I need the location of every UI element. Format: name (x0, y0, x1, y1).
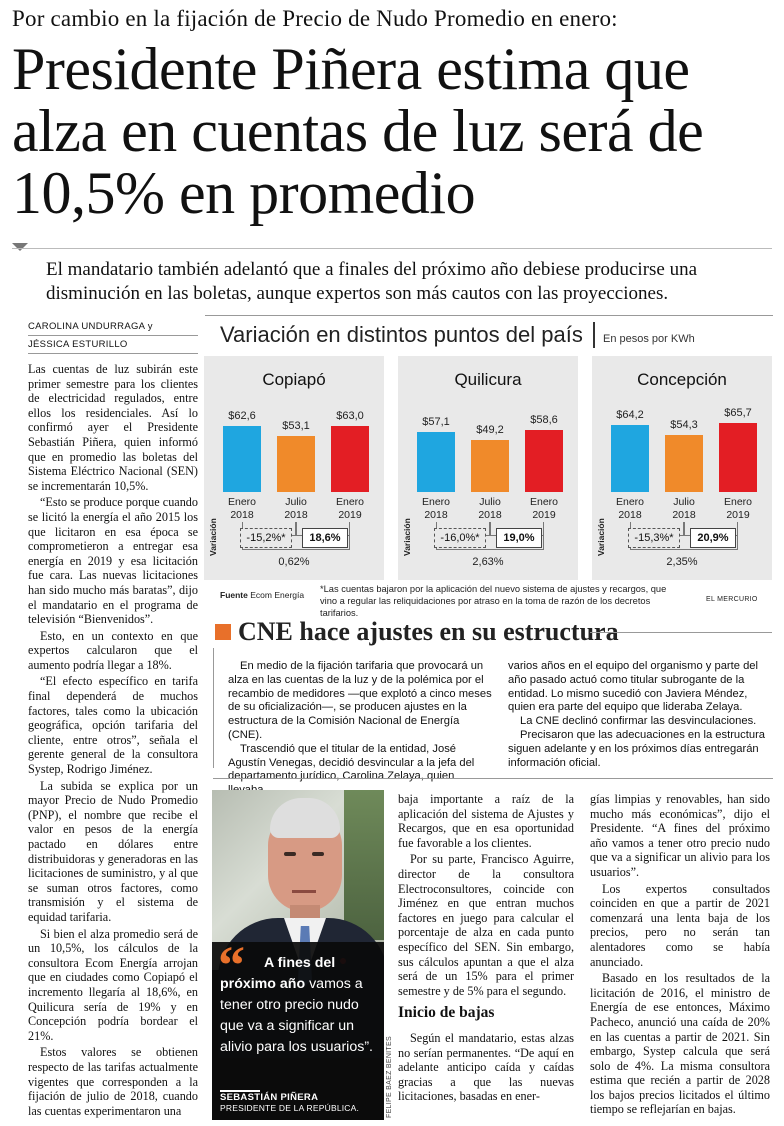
tick-label-line: 2019 (338, 509, 362, 521)
paragraph: Los expertos consultados coinciden en que a partir de 2021 comenzará una lenta baja de los precios, pero no serán tan alentadores como se había anunciado. (590, 881, 770, 969)
sidebar-column-b (508, 660, 772, 770)
data-label: $63,0 (336, 410, 364, 422)
tick-label-line: 2018 (618, 509, 642, 521)
deck: El mandatario también adelantó que a finales del próximo año debiese producirse una disminución en las boletas, aunque expertos son más cautos con las proyecciones. (46, 259, 698, 304)
paragraph: “Esto se produce porque cuando se licitó la energía el año 2015 los que licitaron en esa época se comprometieron a entregar esa energía en 2019 y esa licitación fue cara. Las nuevas licitaciones han sido mucho más baratas”, dijo el mandatario en el programa de televisión “Bienvenidos”. (28, 495, 198, 627)
tick-label-line: Enero (529, 496, 559, 508)
variation-total: 2,63% (472, 556, 504, 568)
headline: Presidente Piñera estima que alza en cuentas de luz será de 10,5% en promedio (12, 36, 704, 226)
tick-label (413, 496, 459, 522)
photo-eye (312, 852, 324, 856)
divider (590, 632, 772, 633)
tick-label-line: Enero (421, 496, 451, 508)
tick-label-line: 2019 (726, 509, 750, 521)
variation-jul-jan: 20,9% (690, 528, 736, 548)
paragraph: varios años en el equipo del organismo y parte del año pasado actuó como titular subrogante de la entidad. Lo mismo sucedió con Javiera Méndez, quien era parte del equipo que lideraba Zelaya. (508, 660, 759, 714)
byline-line: JÉSSICA ESTURILLO (28, 338, 198, 354)
paragraph: gías limpias y renovables, han sido mucho más económicas”, dijo el Presidente. “A fines del próximo año vamos a tener otro precio nudo que va a significar un alivio para los usuarios”. (590, 792, 770, 879)
quote-mark-icon: “ (218, 935, 245, 995)
variation-label: Variación (402, 518, 412, 556)
chart-bar (331, 426, 369, 492)
tick-label (521, 496, 567, 522)
tick-label (607, 496, 653, 522)
tick-label-line: 2018 (230, 509, 254, 521)
data-label: $58,6 (530, 414, 558, 426)
body-column-3 (398, 792, 574, 1106)
byline-line: CAROLINA UNDURRAGA y (28, 320, 198, 336)
tick-label (467, 496, 513, 522)
variation-jan-jul: -15,2%* (240, 528, 292, 548)
panel-title: Concepción (637, 370, 727, 389)
data-label: $49,2 (476, 424, 504, 436)
source-label: Fuente (220, 590, 248, 600)
paragraph: La subida se explica por un mayor Precio de Nudo Promedio (PNP), el nombre que recibe el valor en pesos de la energía pactado en dólares entre distribuidoras y generadoras en las licitaciones de suministro, y al que se suman otros factores, como transmisión y el sistema de equidad tarifaria. (28, 778, 198, 924)
divider (213, 778, 773, 779)
pull-quote-rest: vamos a tener otro precio nudo que va a significar un alivio para los usuarios”. (220, 976, 373, 1055)
tick-label-line: 2018 (672, 509, 696, 521)
paragraph: Si bien el alza promedio será de un 10,5%, los cálculos de la consultora Ecom Energía arrojan que en ciudades como Copiapó el incremento llegaría al 18,6%, en Quilicura sería de 19% y en Concepción podría bordear el 21%. (28, 926, 198, 1043)
paragraph: Las cuentas de luz subirán este primer semestre para los clientes de electricidad regulados, entre ellos los residenciales. Así lo confirmó ayer el Presidente Sebastián Piñera, quien informó que en promedio las boletas del Sistema Eléctrico Nacional (SEN) se incrementarán 10,5%. (28, 362, 198, 493)
variation-label: Variación (208, 518, 218, 556)
source-name: Ecom Energía (250, 590, 305, 600)
paragraph: “El efecto específico en tarifa final dependerá de muchos factores, tales como la ubicación geográfica, opción tarifaria del cliente, entre otros”, señala el gerente general de la consultora Systep, Rodrigo Jiménez. (28, 674, 198, 777)
chart-panel (398, 356, 578, 580)
chart-bar (471, 440, 509, 492)
paragraph: Esto, en un contexto en que expertos calcularon que el aumento podría llegar a 18%. (28, 628, 198, 672)
chart-note: *Las cuentas bajaron por la aplicación del nuevo sistema de ajustes y recargos, que vino a regular las reliquidaciones por atraso en la toma de razón de los decretos tarifarios. (320, 584, 667, 618)
divider (12, 248, 772, 249)
chart-unit: En pesos por KWh (603, 333, 695, 345)
panel-title: Copiapó (262, 370, 326, 389)
tick-label (327, 496, 373, 522)
tick-label-line: 2018 (284, 509, 308, 521)
tick-label (661, 496, 707, 522)
body-column-1 (28, 362, 198, 1120)
chart-panel (204, 356, 384, 580)
subhead: Inicio de bajas (398, 1004, 495, 1022)
president-photo (212, 790, 384, 1120)
chart-title: Variación en distintos puntos del país (220, 322, 583, 347)
pull-quote (220, 953, 380, 1058)
paragraph: baja importante a raíz de la aplicación del sistema de Ajustes y Recargos, que en esa oportunidad fue favorable a los clientes. (398, 792, 574, 850)
paragraph: La CNE declinó confirmar las desvinculaciones. (520, 715, 757, 728)
divider (213, 648, 214, 768)
chart-brand: EL MERCURIO (706, 596, 758, 603)
chart-bar (277, 436, 315, 492)
chart-panel (592, 356, 772, 580)
tick-label-line: 2019 (532, 509, 556, 521)
chart-top-rule (205, 315, 773, 316)
paragraph: En medio de la fijación tarifaria que provocará un alza en las cuentas de la luz y de la polémica por el recambio de medidores —que explotó a cinco meses de su oficialización—, se producen ajustes en la estructura de la Comisión Nacional de Energía (CNE). (228, 660, 492, 741)
chart-bar (525, 430, 563, 492)
orange-square-icon (215, 624, 231, 640)
triangle-marker-icon (12, 243, 28, 251)
chart-title-separator (593, 322, 595, 348)
quote-author: SEBASTIÁN PIÑERA (220, 1092, 319, 1103)
data-label: $54,3 (670, 419, 698, 431)
body-column-4 (590, 792, 770, 1119)
quote-author-role: PRESIDENTE DE LA REPÚBLICA. (220, 1103, 360, 1113)
tick-label-line: Enero (227, 496, 257, 508)
variation-total: 0,62% (278, 556, 310, 568)
variation-total: 2,35% (666, 556, 698, 568)
panel-title: Quilicura (454, 370, 522, 389)
variation-label: Variación (596, 518, 606, 556)
tick-label-line: 2018 (478, 509, 502, 521)
paragraph: Trascendió que el titular de la entidad, José Agustín Venegas, decidió desvincular a la jefa del departamento jurídico, Carolina Zelaya, quien (228, 742, 475, 783)
chart-source (220, 590, 304, 600)
chart-bar (719, 423, 757, 492)
tick-label-line: Julio (673, 496, 695, 508)
variation-jan-jul: -15,3%* (628, 528, 680, 548)
data-label: $53,1 (282, 420, 310, 432)
data-label: $57,1 (422, 416, 450, 428)
paragraph: Precisaron que las adecuaciones en la estructura siguen adelante y en los próximos días entregarán información oficial. (508, 728, 766, 769)
paragraph: Basado en los resultados de la licitación de 2016, el ministro de Energía de ese entonces, Máximo Pacheco, anunció una caída de 20% en las cuentas a partir de 2021. Sin embargo, Systep calcula que será solo de 4%. La misma consultora estima que recién a partir de 2028 los bajos precios licitados el último tiempo se reflejarían en bajas. (590, 971, 770, 1117)
chart-bar (611, 425, 649, 492)
tick-label-line: 2018 (424, 509, 448, 521)
byline (28, 320, 198, 356)
photo-mouth (292, 890, 316, 893)
tick-label (273, 496, 319, 522)
kicker: Por cambio en la fijación de Precio de Nudo Promedio en enero: (12, 6, 618, 31)
photo-credit: FELIPE BAEZ BENITES (386, 1036, 393, 1118)
tick-label-line: Enero (335, 496, 365, 508)
tick-label (715, 496, 761, 522)
data-label: $64,2 (616, 409, 644, 421)
data-label: $65,7 (724, 407, 752, 419)
chart-bar (223, 426, 261, 492)
photo-eye (284, 852, 296, 856)
variation-jan-jul: -16,0%* (434, 528, 486, 548)
variation-jul-jan: 19,0% (496, 528, 542, 548)
tick-label-line: Enero (615, 496, 645, 508)
variation-jul-jan: 18,6% (302, 528, 348, 548)
chart-bar (665, 435, 703, 492)
paragraph: Estos valores se obtienen respecto de las tarifas actualmente vigentes que corresponden a la fijación de julio de 2018, cuando las cuentas experimentaron una (28, 1045, 198, 1118)
tick-label-line: Enero (723, 496, 753, 508)
paragraph: Por su parte, Francisco Aguirre, director de la consultora Electroconsultores, coincide con Jiménez en que entran muchos factores en juego para calcular el porcentaje de alza en cada punto específico del SEN. Sin embargo, sus cálculos apuntan a que el alza será de un 15% para el primer semestre y de 5% para el segundo. (398, 852, 574, 998)
paragraph: Según el mandatario, estas alzas no serían permanentes. “De aquí en adelante anticipo caída y caídas gracias a que las nuevas licitaciones, basadas en ener- (398, 1030, 574, 1104)
tick-label (219, 496, 265, 522)
data-label: $62,6 (228, 410, 256, 422)
pull-quote-bold: A fines del próximo año (220, 955, 336, 992)
chart-bar (417, 432, 455, 492)
tick-label-line: Julio (285, 496, 307, 508)
sidebar-title: CNE hace ajustes en su estructura (238, 617, 619, 646)
tick-label-line: Julio (479, 496, 501, 508)
photo-foliage (344, 790, 384, 940)
